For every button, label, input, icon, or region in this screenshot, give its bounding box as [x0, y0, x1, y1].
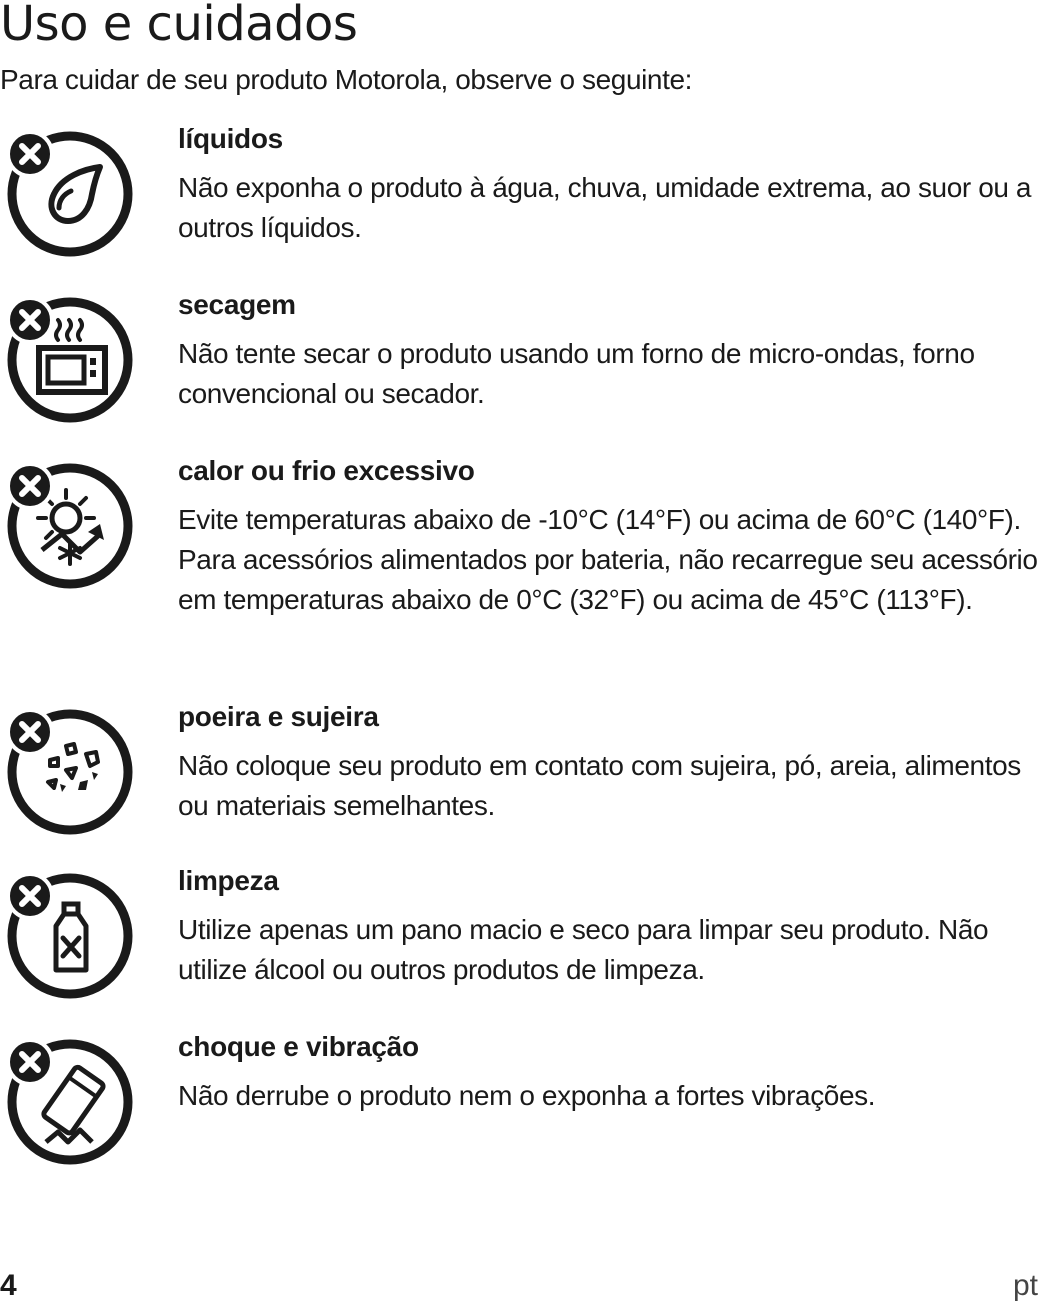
language-label: pt — [1012, 1269, 1038, 1302]
care-item-title: líquidos — [178, 123, 283, 154]
care-item-title: calor ou frio excessivo — [178, 455, 475, 486]
care-item-title: poeira e sujeira — [178, 701, 379, 732]
dust-particles-icon — [0, 700, 140, 840]
page-number: 4 — [0, 1269, 17, 1302]
cleaning-bottle-icon — [0, 864, 140, 1004]
care-item-title: limpeza — [178, 865, 279, 896]
care-item-body: Não exponha o produto à água, chuva, umidade extrema, ao suor ou a outros líquidos. — [178, 172, 1032, 243]
care-item-body: Não derrube o produto nem o exponha a fortes vibrações. — [178, 1080, 876, 1111]
care-item-title: choque e vibração — [178, 1031, 419, 1062]
page-title: Uso e cuidados — [0, 0, 358, 52]
care-item-body: Utilize apenas um pano macio e seco para limpar seu produto. Não utilize álcool ou outros produtos de limpeza. — [178, 914, 989, 985]
microwave-icon — [0, 288, 140, 428]
water-drop-icon — [0, 122, 140, 262]
intro-text: Para cuidar de seu produto Motorola, observe o seguinte: — [0, 64, 693, 95]
care-item-body: Não tente secar o produto usando um forno de micro-ondas, forno convencional ou secador. — [178, 338, 975, 409]
care-item-body: Evite temperaturas abaixo de -10°C (14°F) ou acima de 60°C (140°F). Para acessórios alimentados por bateria, não recarregue seu acessório em temperaturas abaixo de 0°C (32°F) ou acima de 45°C (113°F). — [178, 504, 1038, 615]
dropped-phone-icon — [0, 1030, 140, 1170]
sun-snowflake-icon — [0, 454, 140, 594]
care-item-title: secagem — [178, 289, 296, 320]
care-item-body: Não coloque seu produto em contato com sujeira, pó, areia, alimentos ou materiais semelhantes. — [178, 750, 1021, 821]
